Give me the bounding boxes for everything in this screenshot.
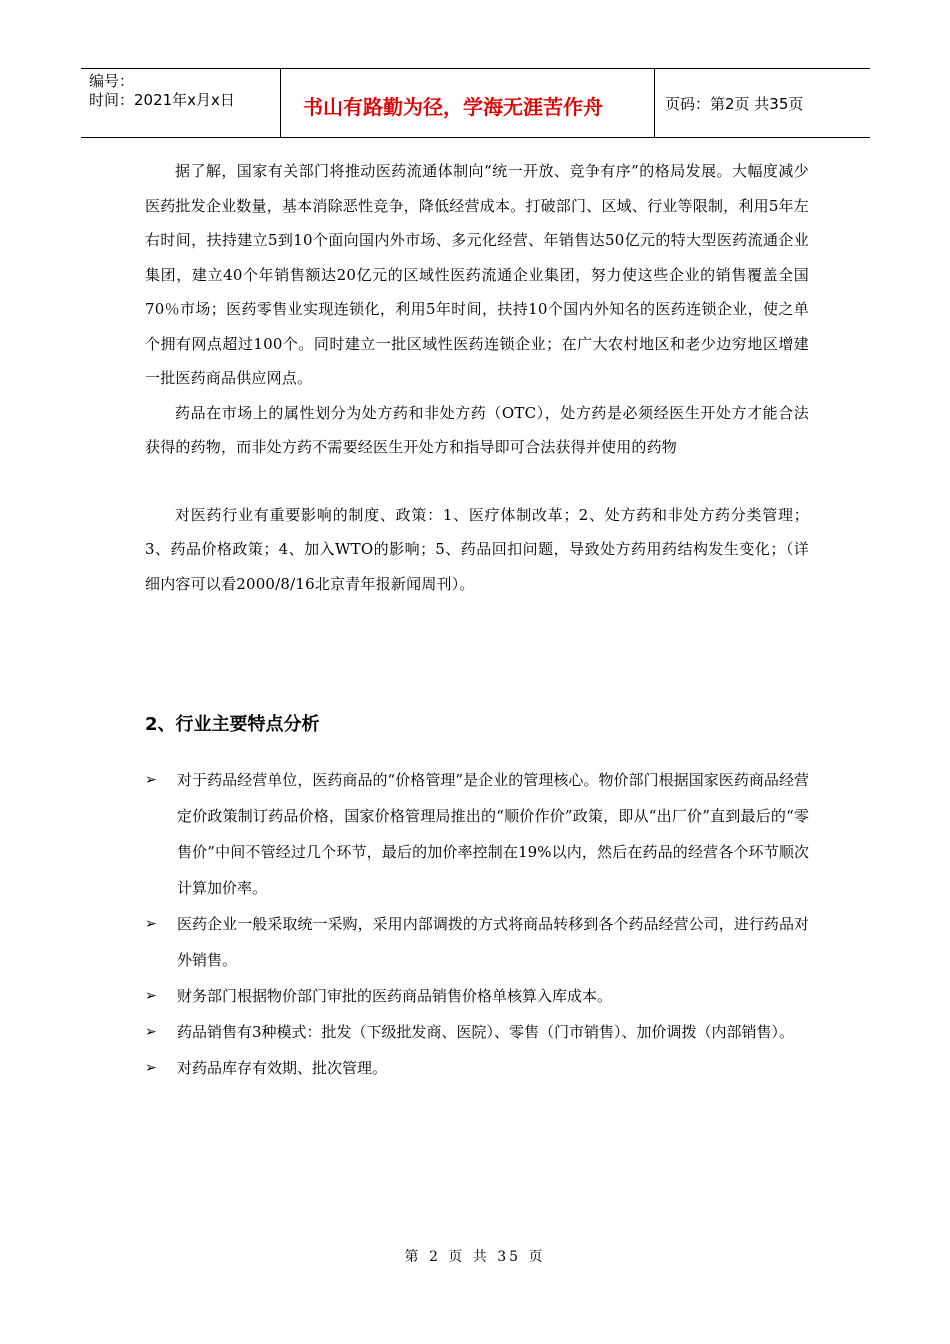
header-page-cell [655, 69, 870, 137]
list-item [145, 1014, 809, 1050]
paragraph-otc-definition: 药品在市场上的属性划分为处方药和非处方药（OTC），处方药是必须经医生开处方才能合法获得的药物，而非处方药不需要经医生开处方和指导即可合法获得并使用的药物 [145, 403, 809, 456]
list-item-text: 医药企业一般采取统一采购，采用内部调拨的方式将商品转移到各个药品经营公司，进行药品对外销售。 [177, 915, 809, 969]
paragraph-policies: 对医药行业有重要影响的制度、政策：1、医疗体制改革；2、处方药和非处方药分类管理；3、药品价格政策；4、加入WTO的影响；5、药品回扣问题，导致处方药用药结构发生变化；（详细内容可以看2000/8/16北京青年报新闻周刊）。 [145, 505, 809, 593]
arrow-bullet-icon: ➢ [145, 988, 157, 1004]
body-content [145, 154, 809, 601]
arrow-bullet-icon: ➢ [145, 916, 157, 932]
list-item-text: 对药品库存有效期、批次管理。 [177, 1059, 388, 1077]
list-item-text: 财务部门根据物价部门审批的医药商品销售价格单核算入库成本。 [177, 987, 613, 1005]
list-item [145, 1050, 809, 1086]
motto-text: 书山有路勤为径，学海无涯苦作舟 [303, 94, 603, 119]
arrow-bullet-icon: ➢ [145, 772, 157, 788]
doc-number-label: 编号： [89, 72, 135, 90]
list-item-text: 药品销售有3种模式：批发（下级批发商、医院）、零售（门市销售）、加价调拨（内部销售）。 [177, 1023, 795, 1041]
document-header [81, 68, 870, 138]
page-footer: 第 2 页 共 35 页 [404, 1249, 546, 1265]
header-meta-cell [81, 69, 281, 137]
paragraph-distribution-reform: 据了解，国家有关部门将推动医药流通体制向“统一开放、竞争有序”的格局发展。大幅度减少医药批发企业数量，基本消除恶性竞争，降低经营成本。打破部门、区域、行业等限制，利用5年左右时间，扶持建立5到10个面向国内外市场、多元化经营、年销售达50亿元的特大型医药流通企业集团，建立40个年销售额达20亿元的区域性医药流通企业集团，努力使这些企业的销售覆盖全国70％市场；医药零售业实现连锁化，利用5年时间，扶持10个国内外知名的医药连锁企业，使之单个拥有网点超过100个。同时建立一批区域性医药连锁企业；在广大农村地区和老少边穷地区增建一批医药商品供应网点。 [145, 162, 809, 387]
feature-list [145, 762, 809, 1086]
list-item [145, 978, 809, 1014]
header-motto-cell [281, 69, 655, 137]
list-item-text: 对于药品经营单位，医药商品的“价格管理”是企业的管理核心。物价部门根据国家医药商品经营定价政策制订药品价格，国家价格管理局推出的“顺价作价”政策，即从“出厂价”直到最后的“零售价”中间不管经过几个环节，最后的加价率控制在19%以内，然后在药品的经营各个环节顺次计算加价率。 [177, 771, 809, 897]
page-info: 页码：第2页 共35页 [665, 94, 804, 113]
arrow-bullet-icon: ➢ [145, 1024, 157, 1040]
time-label: 时间：2021年x月x日 [89, 91, 235, 109]
arrow-bullet-icon: ➢ [145, 1060, 157, 1076]
section-heading: 2、行业主要特点分析 [145, 714, 320, 735]
list-item [145, 762, 809, 906]
list-item [145, 906, 809, 978]
